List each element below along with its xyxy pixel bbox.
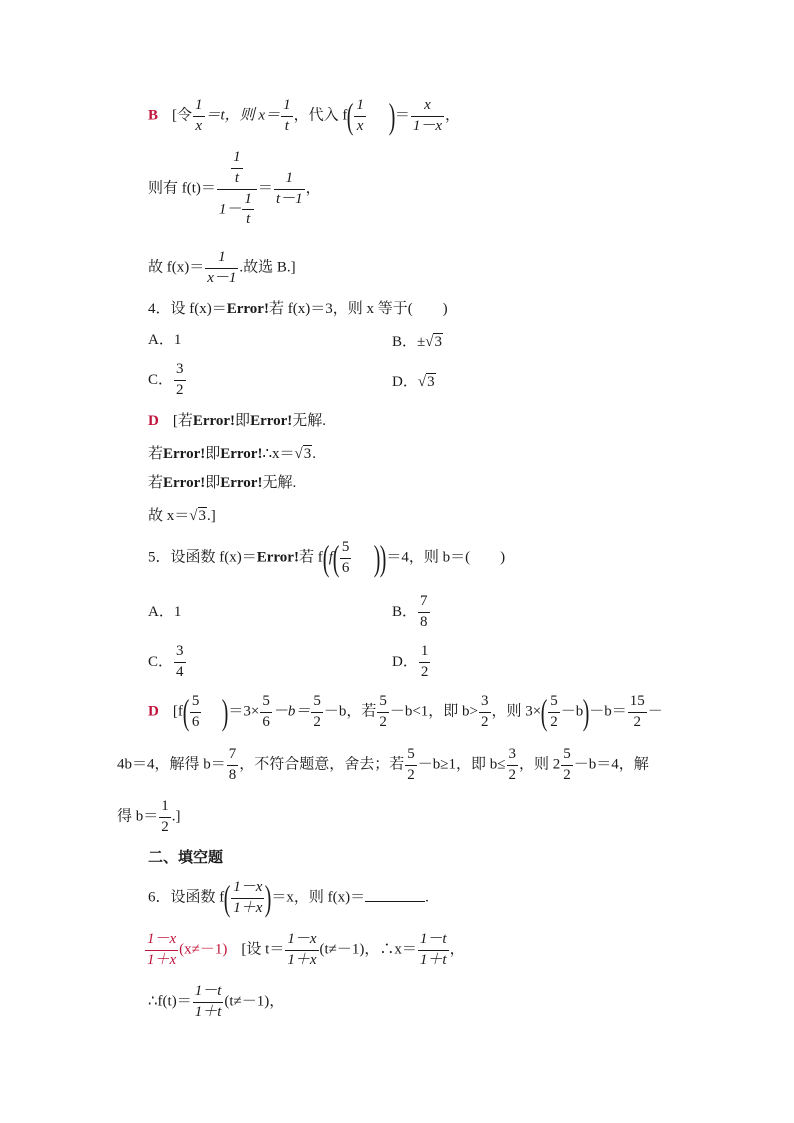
q3-answer: B — [148, 107, 159, 124]
fraction: $\frac{3}{4}$ — [176, 643, 184, 680]
q5-solution-line-1: D [f( $\frac{5}{6}$ )＝3× $\frac{5}{6}$ －b＝ $\frac{5}{2}$ －b，若 $\frac{5}{2}$ －b<1，即 b> $\frac{3}{2}$ ，则 3×( $\frac{5}{2}$ －b)－b＝ $\frac{15}{2}$ － — [148, 692, 663, 733]
fraction: $\frac{3}{2}$ — [176, 361, 184, 398]
fraction: $\frac{5}{6}$ — [341, 539, 350, 576]
q4-option-b: B．±√3 — [392, 334, 442, 350]
q4-option-a: A．1 — [148, 332, 182, 348]
q4-solution-line-4: 故 x＝√3.] — [148, 508, 216, 524]
q4-option-d: D．√3 — [392, 374, 435, 390]
fraction: $\frac{1}{x}$ — [195, 97, 203, 134]
fraction: $\frac{1}{t-1}$ — [275, 169, 303, 207]
section-title: 二、填空题 — [148, 848, 224, 866]
fraction: $\frac{7}{8}$ — [420, 593, 428, 630]
q4-solution-line-1: D [若Error!即Error!无解. — [148, 413, 327, 429]
fraction: $\frac{1}{x}$ — [356, 97, 364, 134]
q6-solution-line-1: $\frac{1-x}{1+x}$ (x≠－1) [设 t＝ $\frac{1-x}{1+x}$ (t≠－1)，∴x＝ $\frac{1-t}{1+t}$ ， — [147, 931, 465, 968]
compound-fraction: $\frac{1}{t}$ 1－ $\frac{1}{t}$ — [217, 150, 257, 228]
q6-solution-line-2: ∴f(t)＝ $\frac{1-t}{1+t}$ (t≠－1)， — [148, 983, 285, 1020]
answer-blank — [365, 887, 425, 902]
q5-option-d: D． $\frac{1}{2}$ — [392, 643, 429, 680]
q5-stem: 5．设函数 f(x)＝Error!若 f(f( $\frac{5}{6}$ ))＝4，则 b＝( ) — [148, 538, 506, 579]
fraction: $\frac{x}{1-x}$ — [412, 97, 443, 134]
q4-solution-line-2: 若Error!即Error!∴x＝√3. — [148, 446, 316, 462]
fraction: $\frac{1}{t}$ — [283, 97, 291, 134]
q3-line-1: B [令 $\frac{1}{x}$ ＝t，则 x＝ $\frac{1}{t}$ ，代入 f( $\frac{1}{x}$ )＝ $\frac{x}{1-x}$ ， — [148, 96, 461, 137]
q5-option-b: B． $\frac{7}{8}$ — [392, 593, 428, 630]
q4-solution-line-3: 若Error!即Error!无解. — [148, 475, 297, 491]
q6-answer: $\frac{1-x}{1+x}$ — [147, 931, 177, 968]
q5-solution-line-2: 4b＝4，解得 b＝ $\frac{7}{8}$ ，不符合题意，舍去；若 $\frac{5}{2}$ －b≥1，即 b≤ $\frac{3}{2}$ ，则 2 $\frac{5}{2}$ －b＝4，解 — [117, 746, 649, 783]
q6-stem: 6．设函数 f( $\frac{1-x}{1+x}$ )＝x，则 f(x)＝ . — [148, 878, 429, 919]
q5-option-a: A．1 — [148, 604, 182, 620]
q4-stem: 4．设 f(x)＝Error!若 f(x)＝3，则 x 等于( ) — [148, 301, 448, 317]
fraction: $\frac{1}{x-1}$ — [207, 249, 237, 286]
fraction: $\frac{1}{2}$ — [420, 643, 429, 680]
q4-option-c: C． $\frac{3}{2}$ — [148, 361, 184, 398]
q5-option-c: C． $\frac{3}{4}$ — [148, 643, 184, 680]
q3-line-2: 则有 f(t)＝ $\frac{1}{t}$ 1－ $\frac{1}{t}$ ＝ $\frac{1}{t-1}$ ， — [148, 149, 321, 228]
q3-line-3: 故 f(x)＝ $\frac{1}{x-1}$ .故选 B.] — [148, 249, 296, 286]
q5-solution-line-3: 得 b＝ $\frac{1}{2}$ .] — [117, 798, 181, 835]
